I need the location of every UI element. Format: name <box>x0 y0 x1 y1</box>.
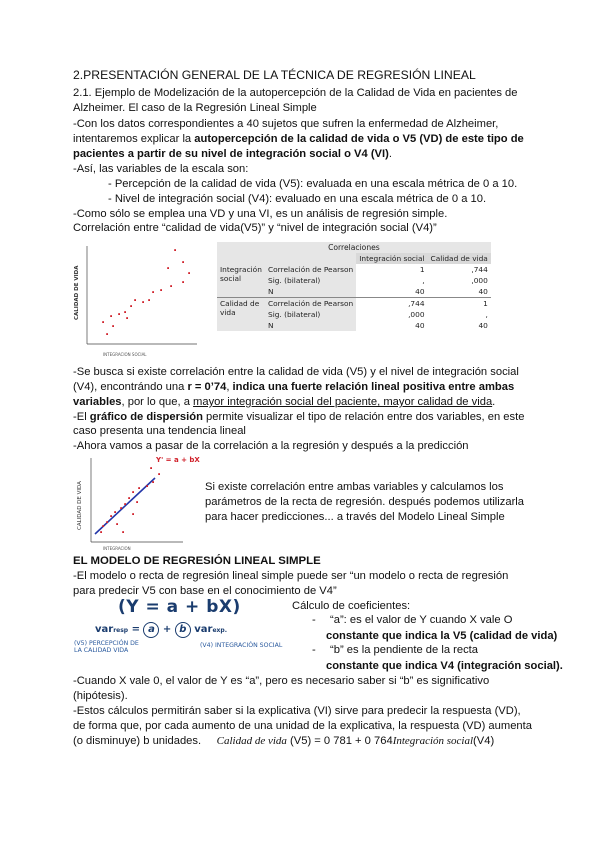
x-axis-label: INTEGRACION <box>103 546 131 551</box>
vars-intro: -Así, las variables de la escala son: <box>73 163 249 175</box>
scatter-point <box>146 485 148 487</box>
col-header-calidad: Calidad de vida <box>428 253 491 264</box>
closing-line-2: (hipótesis). <box>73 690 128 702</box>
intro-line-3 <box>73 147 543 162</box>
scatter-point <box>142 301 144 303</box>
scatter-point <box>130 305 132 307</box>
bold-text: variables <box>73 396 122 408</box>
scatter-point <box>182 261 184 263</box>
scatter-point <box>124 311 126 313</box>
scatter-point <box>112 325 114 327</box>
scatter-point <box>138 487 140 489</box>
model-heading: EL MODELO DE REGRESIÓN LINEAL SIMPLE <box>73 555 321 567</box>
scatter-point <box>152 291 154 293</box>
scatter-point <box>167 267 169 269</box>
scatter-point <box>106 333 108 335</box>
label-v5-line-1: (V5) PERCEPCIÓN DE <box>74 640 139 647</box>
scatter-point <box>102 525 104 527</box>
scatter-point <box>136 501 138 503</box>
scatter-point <box>122 531 124 533</box>
coef-a-circle: a <box>143 622 159 638</box>
text: (o disminuye) b unidades. <box>73 735 202 747</box>
section-title-line-1: 2.1. Ejemplo de Modelización de la autopercepción de la Calidad de Vida en pacientes de <box>73 87 518 99</box>
side-text-line-1: Si existe correlación entre ambas variables y calculamos los <box>205 481 504 493</box>
text: , <box>226 381 233 393</box>
para1-line-2 <box>73 380 543 395</box>
coef-dash-a: - <box>312 614 316 626</box>
correlation-intro: Correlación entre “calidad de vida(V5)” y “nivel de integración social (V4)” <box>73 222 437 234</box>
cell: 40 <box>478 321 488 330</box>
coef-a-note: constante que indica la V5 (calidad de vida) <box>326 630 558 642</box>
coef-a-line: “a”: es el valor de Y cuando X vale O <box>330 614 513 626</box>
coef-title: Cálculo de coeficientes: <box>292 600 411 612</box>
para3: -Ahora vamos a pasar de la correlación a la regresión y después a la predicción <box>73 440 469 452</box>
scatter-plot-correlation <box>73 240 203 360</box>
cell: ,744 <box>471 265 488 274</box>
bold-text: indica una fuerte relación lineal positiva entre ambas <box>232 381 515 393</box>
row-var-integracion: Integración social <box>217 264 265 298</box>
text: , por lo que, a <box>121 396 194 408</box>
scatter-point <box>106 521 108 523</box>
cell: ,744 <box>356 298 427 310</box>
scatter-point <box>102 321 104 323</box>
cell: 1 <box>419 265 425 274</box>
coef-dash-b: - <box>312 644 316 656</box>
scatter-point <box>182 281 184 283</box>
cell: 40 <box>415 321 425 330</box>
para1-line-3 <box>73 395 543 410</box>
regression-formula: (Y = a + bX) <box>118 597 241 617</box>
scatter-point <box>100 531 102 533</box>
scatter-point <box>114 511 116 513</box>
regression-equation: Y' = a + bX <box>156 456 200 464</box>
intro-text: intentaremos explicar la <box>73 133 195 145</box>
cell: ,000 <box>408 310 425 319</box>
formula-variables: varresp = a + b varexp. <box>95 622 227 638</box>
scatter-point <box>158 473 160 475</box>
cell: , <box>422 276 425 285</box>
text: (V4), encontrándo una <box>73 381 188 393</box>
side-text-line-2: parámetros de la recta de regresión. después podemos utilizarla <box>205 496 525 508</box>
scatter-point <box>126 317 128 319</box>
cell: , <box>485 310 488 319</box>
stat-sig: Sig. (bilateral) <box>265 309 356 320</box>
stat-pearson: Correlación de Pearson <box>265 264 356 275</box>
scatter-point <box>170 285 172 287</box>
var-text: var <box>194 624 213 635</box>
scatter-point <box>132 491 134 493</box>
scatter-point <box>116 523 118 525</box>
cell: ,000 <box>471 276 488 285</box>
equation-part: (V5) = 0 781 + 0 764 <box>286 735 393 747</box>
para2-line-2: caso presenta una tendencia lineal <box>73 425 246 437</box>
text: . <box>492 396 496 408</box>
cell: 40 <box>478 287 488 296</box>
y-axis-label: CALIDAD DE VIDA <box>74 265 80 320</box>
para2-line-1 <box>73 410 543 425</box>
intro-period: . <box>388 148 392 160</box>
var-resp-sub: resp <box>113 627 129 634</box>
scatter-plot-regression <box>73 452 203 552</box>
correlation-table <box>217 242 491 331</box>
cell: 1 <box>428 298 491 310</box>
scatter-point <box>188 272 190 274</box>
label-v4: (V4) INTEGRACIÓN SOCIAL <box>200 642 283 649</box>
model-line-2: para predecir V5 con base en el conocimiento de V4” <box>73 585 337 597</box>
closing-line-1: -Cuando X vale 0, el valor de Y es “a”, pero es necesario saber si “b” es significativo <box>73 675 490 687</box>
scatter-point <box>110 315 112 317</box>
scatter-point <box>134 299 136 301</box>
label-v5-line-2: LA CALIDAD VIDA <box>74 647 129 654</box>
stat-sig: Sig. (bilateral) <box>265 275 356 286</box>
intro-line-1: -Con los datos correspondientes a 40 sujetos que sufren la enfermedad de Alzheimer, <box>73 118 499 130</box>
scatter-point <box>160 289 162 291</box>
coef-b-circle: b <box>175 622 191 638</box>
simple-analysis-note: -Como sólo se emplea una VD y una VI, es un análisis de regresión simple. <box>73 208 448 220</box>
coef-b-note: constante que indica V4 (integración social). <box>326 660 563 672</box>
para1-line-1: -Se busca si existe correlación entre la calidad de vida (V5) y el nivel de integración social <box>73 366 519 378</box>
stat-pearson: Correlación de Pearson <box>265 298 356 310</box>
intro-line-2 <box>73 132 543 147</box>
scatter-points <box>100 467 160 533</box>
underlined-text: mayor integración social del paciente, mayor calidad de vida <box>193 396 493 408</box>
scatter-point <box>148 299 150 301</box>
row-var-calidad: Calidad de vida <box>217 298 265 332</box>
scatter-point <box>152 481 154 483</box>
var-exp-sub: exp. <box>212 627 227 634</box>
page-title: 2.PRESENTACIÓN GENERAL DE LA TÉCNICA DE REGRESIÓN LINEAL <box>73 68 476 82</box>
cell: 40 <box>415 287 425 296</box>
coef-b-line: “b” es la pendiente de la recta <box>330 644 479 656</box>
scatter-point <box>120 507 122 509</box>
scatter-points <box>102 249 190 335</box>
stat-n: N <box>265 320 356 331</box>
closing-line-3: -Estos cálculos permitirán saber si la explicativa (VI) sirve para predecir la respuesta (VD), <box>73 705 521 717</box>
scatter-point <box>174 249 176 251</box>
intro-bold: autopercepción de la calidad de vida o V5 (VD) de este tipo de <box>194 133 524 145</box>
text: permite visualizar el tipo de relación entre dos variables, en este <box>202 411 525 423</box>
side-text-line-3: para hacer predicciones... a través del Modelo Lineal Simple <box>205 511 505 523</box>
scatter-point <box>150 467 152 469</box>
scatter-point <box>124 503 126 505</box>
variable-v4: - Nivel de integración social (V4): evaluado en una escala métrica de 0 a 10. <box>108 193 487 205</box>
equation-part: (V4) <box>473 735 495 747</box>
equation-part: Integración social <box>392 735 474 747</box>
table-caption: Correlaciones <box>217 242 491 253</box>
table-corner <box>217 253 356 264</box>
closing-line-5 <box>73 734 573 749</box>
y-axis-label: CALIDAD DE VIDA <box>77 481 83 530</box>
model-line-1: -El modelo o recta de regresión lineal simple puede ser “un modelo o recta de regresión <box>73 570 509 582</box>
equation-part: Calidad de vida <box>216 735 287 747</box>
x-axis-label: INTEGRACION SOCIAL <box>103 352 147 357</box>
r-value: r = 0’74 <box>187 381 227 393</box>
scatter-point <box>110 515 112 517</box>
variable-v5: - Percepción de la calidad de vida (V5): evaluada en una escala métrica de 0 a 10. <box>108 178 518 190</box>
stat-n: N <box>265 286 356 298</box>
text: -El <box>73 411 90 423</box>
var-text: var <box>95 624 114 635</box>
closing-line-4: de forma que, por cada aumento de una unidad de la explicativa, la respuesta (VD) aumenta <box>73 720 532 732</box>
scatter-point <box>132 513 134 515</box>
scatter-point <box>128 497 130 499</box>
col-header-integracion: Integración social <box>356 253 427 264</box>
intro-bold-2: pacientes a partir de su nivel de integración social o V4 (VI) <box>73 148 389 160</box>
section-title-line-2: Alzheimer. El caso de la Regresión Lineal Simple <box>73 102 317 114</box>
scatter-point <box>118 313 120 315</box>
bold-text: gráfico de dispersión <box>89 411 203 423</box>
